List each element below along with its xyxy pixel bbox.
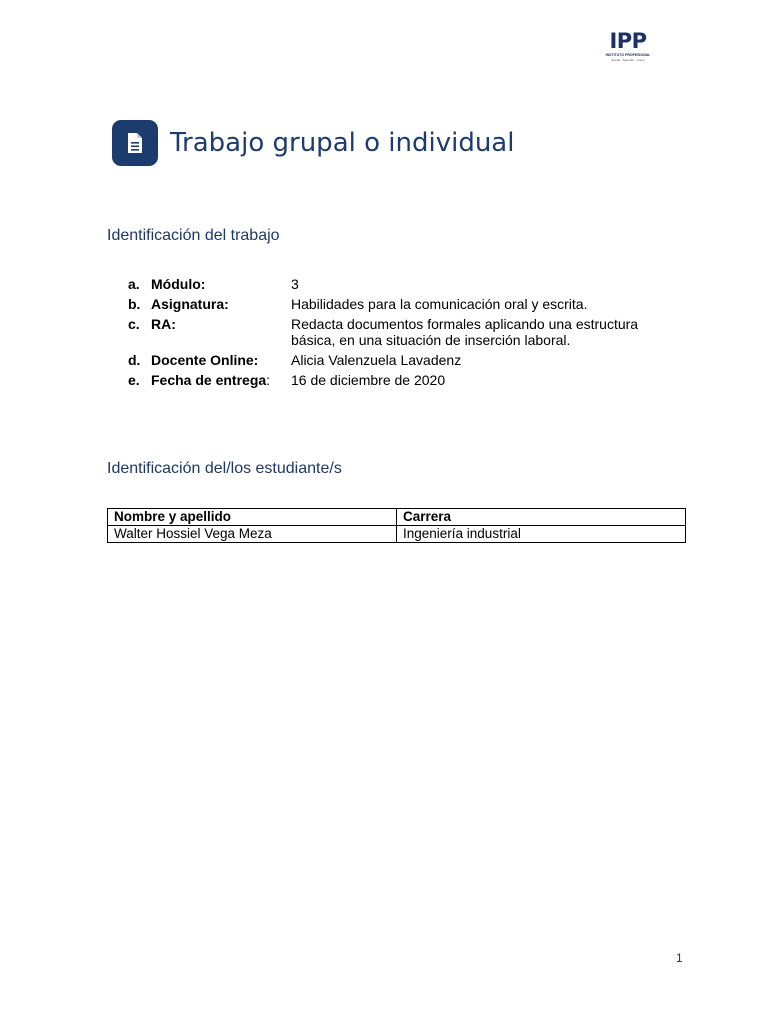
column-header-career: Carrera — [397, 509, 686, 526]
students-table — [107, 508, 686, 543]
table-row — [108, 526, 686, 543]
item-label: RA: — [151, 316, 176, 332]
item-value: 3 — [291, 276, 299, 292]
page-number: 1 — [676, 951, 683, 965]
list-item — [128, 316, 668, 348]
page-title: Trabajo grupal o individual — [170, 128, 515, 158]
item-letter: b. — [128, 296, 141, 312]
column-header-name: Nombre y apellido — [108, 509, 397, 526]
logo-mark: IPP — [609, 29, 647, 53]
item-label — [151, 372, 291, 388]
item-letter: c. — [128, 316, 140, 332]
section-heading-work: Identificación del trabajo — [107, 227, 280, 244]
table-header-row — [108, 509, 686, 526]
item-label: Docente Online: — [151, 352, 259, 368]
item-value: Alicia Valenzuela Lavadenz — [291, 352, 462, 368]
section-heading-students: Identificación del/los estudiante/s — [107, 460, 342, 477]
work-info-list — [128, 276, 668, 392]
logo-institution-name: INSTITUTO PROFESIONAL — [605, 53, 651, 57]
document-icon — [112, 120, 158, 166]
ipp-logo — [600, 30, 656, 70]
item-label: Asignatura: — [151, 296, 229, 312]
student-name-cell: Walter Hossiel Vega Meza — [108, 526, 397, 543]
item-letter: a. — [128, 276, 140, 292]
item-letter: d. — [128, 352, 141, 368]
logo-tagline: Sueña · Aprende · Crece — [611, 58, 645, 62]
item-value: Habilidades para la comunicación oral y escrita. — [291, 296, 588, 312]
list-item — [128, 372, 668, 388]
title-block — [112, 120, 514, 166]
list-item — [128, 296, 668, 312]
list-item — [128, 276, 668, 292]
item-value: Redacta documentos formales aplicando una estructura básica, en una situación de inserción laboral. — [291, 316, 639, 348]
student-career-cell: Ingeniería industrial — [397, 526, 686, 543]
item-value: 16 de diciembre de 2020 — [291, 372, 446, 388]
item-letter: e. — [128, 372, 140, 388]
item-label: Módulo: — [151, 276, 206, 292]
list-item — [128, 352, 668, 368]
item-label-suffix: : — [266, 372, 271, 388]
item-label-text: Fecha de entrega — [151, 372, 267, 388]
